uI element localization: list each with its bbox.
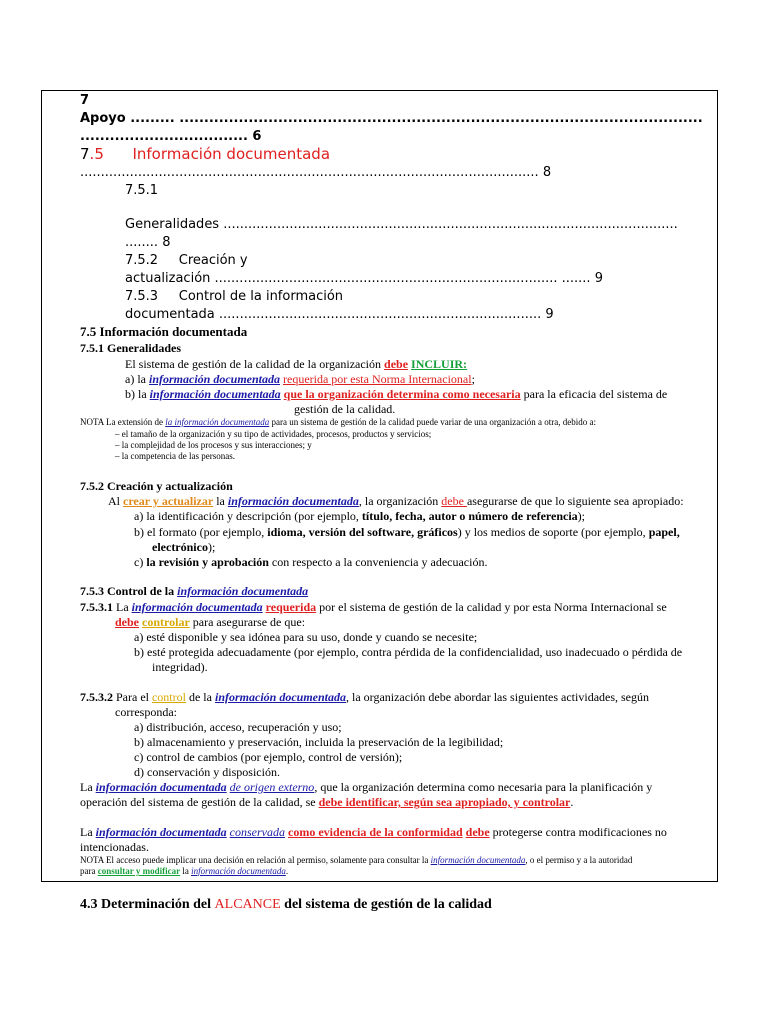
section-4-3-title: 4.3 Determinación del ALCANCE del sistema de gestión de la calidad [80, 897, 492, 912]
control-7-5-3-2-cont: corresponda: [115, 705, 177, 719]
generalidades-item-b: b) la información documentada que la organización determina como necesaria para la eficacia del sistema de [125, 387, 668, 401]
toc-generalidades-page: ........ 8 [125, 235, 171, 250]
control-item-b: b) esté protegida adecuadamente (por ejemplo, contra pérdida de la confidencialidad, uso inadecuado o pérdida de [134, 645, 683, 659]
section-7-5-3-title: 7.5.3 Control de la información documentada [80, 584, 309, 598]
toc-7-5-1-num: 7.5.1 [125, 183, 159, 198]
activity-a: a) distribución, acceso, recuperación y uso; [134, 720, 342, 734]
creacion-item-c: c) la revisión y aprobación con respecto a la conveniencia y adecuación. [134, 555, 488, 569]
control-item-a: a) esté disponible y sea idónea para su uso, donde y cuando se necesite; [134, 630, 478, 644]
nota-7-5-1: NOTA La extensión de la información documentada para un sistema de gestión de la calidad puede variar de una organización a otra, debido a: [80, 417, 596, 427]
conserved-info-para: La información documentada conservada como evidencia de la conformidad debe protegerse contra modificaciones no [80, 825, 667, 839]
nota-item-3: – la competencia de las personas. [115, 451, 235, 461]
toc-generalidades[interactable]: Generalidades .............................................................................................................. [125, 217, 678, 232]
activity-c: c) control de cambios (por ejemplo, control de versión); [134, 750, 403, 764]
toc-7-5-3[interactable]: 7.5.3 Control de la información [125, 289, 344, 304]
control-7-5-3-1: 7.5.3.1 La información documentada requerida por el sistema de gestión de la calidad y por esta Norma Internacional se [80, 600, 667, 614]
external-origin-para: La información documentada de origen externo, que la organización determina como necesaria para la planificación y [80, 780, 653, 794]
toc-7-5-2[interactable]: 7.5.2 Creación y [125, 253, 248, 268]
control-7-5-3-1-cont: debe controlar para asegurarse de que: [115, 615, 306, 629]
external-origin-para-cont: operación del sistema de gestión de la calidad, se debe identificar, según sea apropiado, y controlar. [80, 795, 574, 809]
section-7-5-2-title: 7.5.2 Creación y actualización [80, 479, 233, 493]
activity-b: b) almacenamiento y preservación, incluida la preservación de la legibilidad; [134, 735, 504, 749]
nota-item-2: – la complejidad de los procesos y sus interacciones; y [115, 440, 312, 450]
toc-7-5-3-page: documentada .............................................................................. 9 [125, 307, 554, 322]
control-item-b-cont: integridad). [152, 660, 208, 674]
generalidades-item-a: a) la información documentada requerida por esta Norma Internacional; [125, 372, 475, 386]
creacion-intro: Al crear y actualizar la información documentada, la organización debe asegurarse de que lo siguiente sea apropiado: [108, 494, 684, 508]
generalidades-item-b-cont: gestión de la calidad. [294, 402, 396, 416]
toc-7-5[interactable]: 7.5 Información documentada [80, 145, 331, 163]
creacion-item-a: a) la identificación y descripción (por ejemplo, título, fecha, autor o número de referencia); [134, 509, 586, 523]
nota-item-1: – el tamaño de la organización y su tipo de actividades, procesos, productos y servicios; [115, 429, 432, 439]
toc-apoyo-page: .................................. 6 [80, 129, 262, 144]
section-7-5-title: 7.5 Información documentada [80, 324, 248, 339]
nota-7-5-3: NOTA El acceso puede implicar una decisión en relación al permiso, solamente para consultar la información documentada, o el permiso y a la autoridad [80, 855, 633, 865]
nota-7-5-3-cont: para consultar y modificar la información documentada. [80, 866, 289, 876]
control-7-5-3-2: 7.5.3.2 Para el control de la información documentada, la organización debe abordar las siguientes actividades, según [80, 690, 650, 704]
toc-chapter-number: 7 [80, 93, 90, 108]
section-7-5-1-title: 7.5.1 Generalidades [80, 341, 181, 355]
creacion-item-b: b) el formato (por ejemplo, idioma, versión del software, gráficos) y los medios de soporte (por ejemplo, papel, [134, 525, 680, 539]
activity-d: d) conservación y disposición. [134, 765, 280, 779]
toc-7-5-2-page: actualización ................................................................................... ....... 9 [125, 271, 603, 286]
conserved-info-para-cont: intencionadas. [80, 840, 149, 854]
creacion-item-b-cont: electrónico); [152, 540, 216, 554]
toc-7-5-page: ............................................................................................................... 8 [80, 165, 552, 180]
toc-apoyo[interactable]: Apoyo ......... .......................................................................................................... [80, 111, 703, 126]
generalidades-intro: El sistema de gestión de la calidad de la organización debe INCLUIR: [125, 357, 468, 371]
